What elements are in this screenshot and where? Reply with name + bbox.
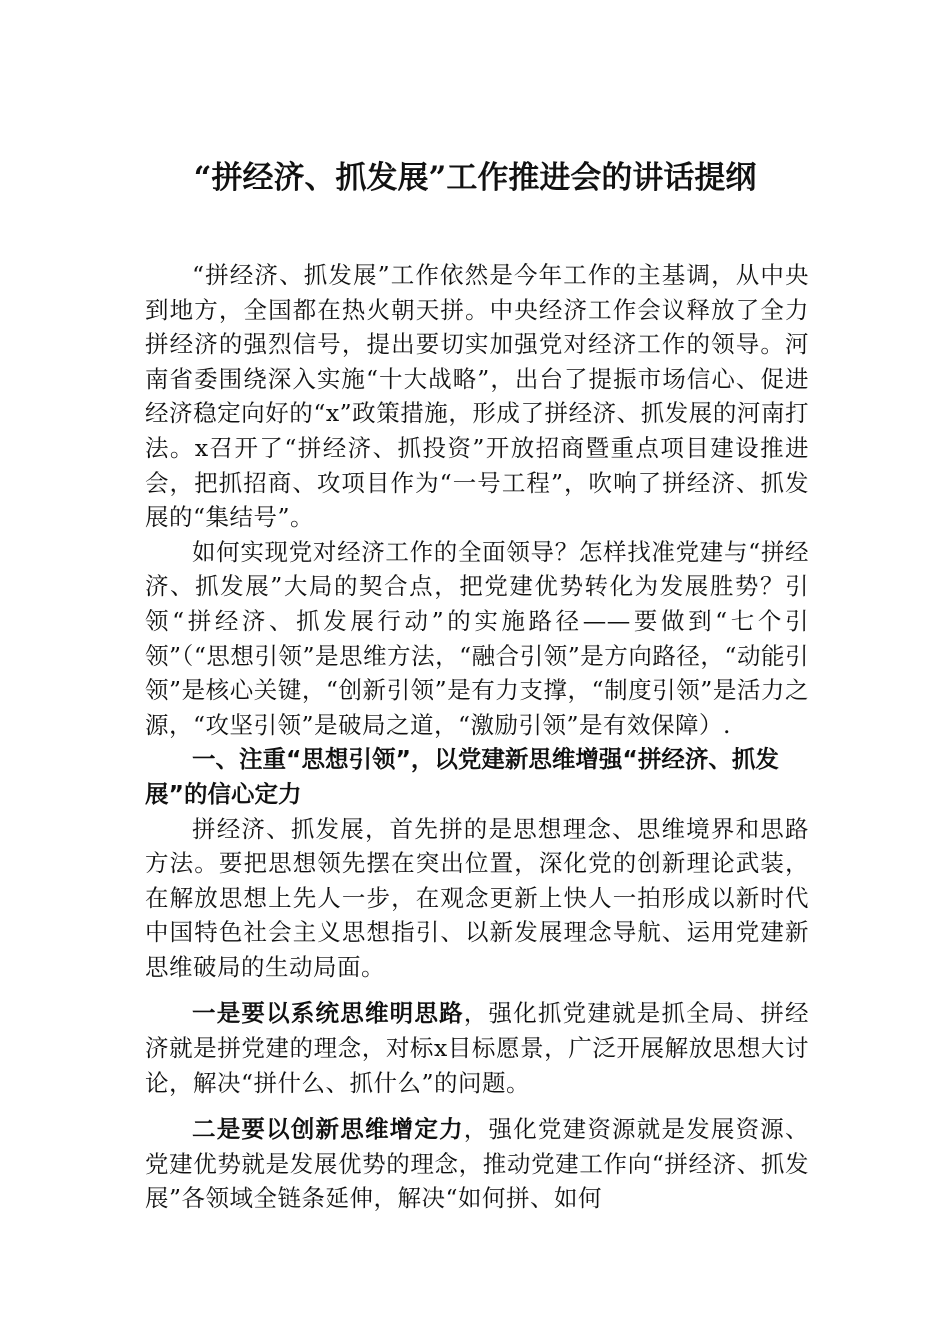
section-heading-1: 一、注重“思想引领”，以党建新思维增强“拼经济、抓发展”的信心定力 [145,745,779,808]
point-1-text: ，强化抓党建就是抓全局、拼经济就是拼党建的理念，对标x目标愿景，广泛开展解放思想大讨论，解决“拼什么、抓什么”的问题。 [145,999,810,1097]
intro-paragraph-1: “拼经济、抓发展”工作依然是今年工作的主基调，从中央到地方，全国都在热火朝天拼。中央经济工作会议释放了全力拼经济的强烈信号，提出要切实加强党对经济工作的领导。河南省委围绕深入实施“十大战略”，出台了提振市场信心、促进经济稳定向好的“x”政策措施，形成了拼经济、抓发展的河南打法。x召开了“拼经济、抓投资”开放招商暨重点项目建设推进会，把抓招商、攻项目作为“一号工程”，吹响了拼经济、抓发展的“集结号”。 [145,261,809,532]
point-2-lead: 二是要以创新思维增定力 [192,1115,464,1144]
point-1-paragraph [145,996,809,1100]
point-1-lead: 一是要以系统思维明思路 [192,999,464,1028]
point-2-paragraph [145,1112,809,1216]
intro-paragraph-2: 如何实现党对经济工作的全面领导？怎样找准党建与“拼经济、抓发展”大局的契合点，把党建优势转化为发展胜势？引领“拼经济、抓发展行动”的实施路径——要做到“七个引领”（“思想引领”是思维方法，“融合引领”是方向路径，“动能引领”是核心关键，“创新引领”是有力支撑，“制度引领”是活力之源，“攻坚引领”是破局之道，“激励引领”是有效保障）. [145,537,809,739]
document-title: “拼经济、抓发展”工作推进会的讲话提纲 [193,160,757,196]
section-1-paragraph: 拼经济、抓发展，首先拼的是思想理念、思维境界和思路方法。要把思想领先摆在突出位置，深化党的创新理论武装，在解放思想上先人一步，在观念更新上快人一拍形成以新时代中国特色社会主义思想指引、以新发展理念导航、运用党建新思维破局的生动局面。 [145,814,809,981]
spacer [145,984,809,996]
document-body [145,258,809,1216]
spacer [145,1100,809,1112]
point-2-text: ，强化党建资源就是发展资源、党建优势就是发展优势的理念，推动党建工作向“拼经济、抓发展”各领域全链条延伸，解决“如何拼、如何 [145,1115,810,1213]
